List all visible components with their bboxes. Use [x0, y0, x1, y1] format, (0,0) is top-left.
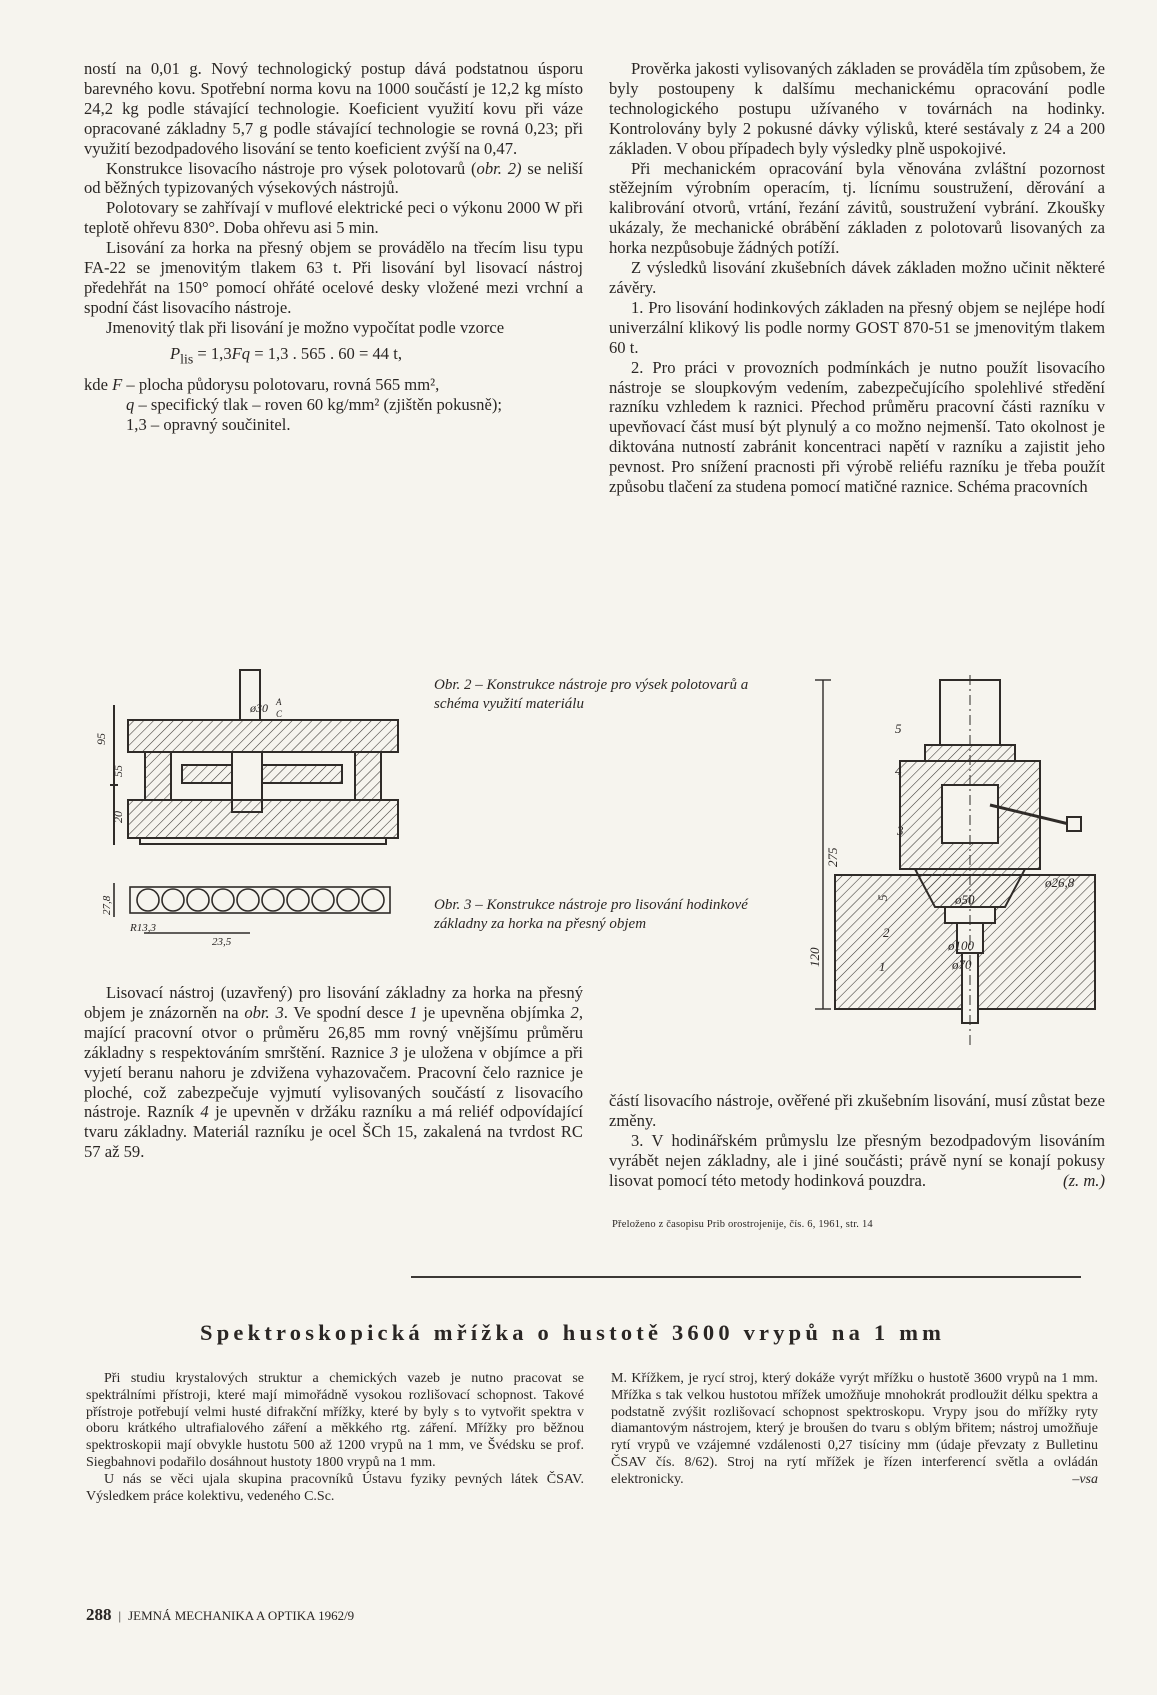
part-reference: 1	[409, 1002, 418, 1022]
dimension-label: 55	[111, 765, 125, 777]
text-span: je uložena v objímce a při vyjetí beranu nahoru je zdvižena vyhazovačem. Pracovní čelo raznice je ploché, což zabezpečuje vyjmutí vylisovaných součástí z lisovacího nástroje. Razník	[84, 1042, 583, 1122]
part-number: 1	[879, 959, 886, 974]
variable-definitions	[84, 375, 583, 435]
figure-3-caption: Obr. 3 – Konstrukce nástroje pro lisování hodinkové základny za horka na přesný objem	[434, 897, 748, 932]
definition-row	[84, 395, 583, 415]
formula-symbol: P	[170, 343, 181, 363]
figure-3-drawing	[805, 675, 1105, 1055]
text-span: Konstrukce lisovacího nástroje pro výsek polotovarů (	[106, 158, 477, 178]
footer-separator: |	[118, 1608, 122, 1623]
page-footer	[86, 1605, 354, 1625]
part-reference: 2	[570, 1002, 579, 1022]
text-span: kde	[84, 374, 113, 394]
figure-2-drawing	[94, 665, 430, 955]
dimension-label: ø30	[250, 701, 268, 715]
definition-row	[84, 375, 583, 395]
variable: q	[126, 394, 135, 414]
paragraph	[84, 159, 583, 199]
article-title: Spektroskopická mřížka o hustotě 3600 vrypů na 1 mm	[200, 1320, 946, 1345]
section-divider	[411, 1276, 1081, 1278]
text-span: je upevněna objímka	[417, 1002, 571, 1022]
part-number: 3	[897, 823, 904, 838]
part-number: 4	[895, 763, 902, 778]
text-span: – specifický tlak – roven 60 kg/mm² (zjištěn pokusně);	[134, 394, 502, 414]
article-left-column	[86, 1371, 584, 1505]
text-span: – plocha půdorysu polotovaru, rovná 565 mm²,	[122, 374, 440, 394]
paragraph: Polotovary se zahřívají v muflové elektrické peci o výkonu 2000 W při teplotě ohřevu 830°. Doba ohřevu asi 5 min.	[84, 198, 583, 238]
right-column	[609, 59, 1105, 497]
text-span: , mající pracovní otvor o průměru 26,85 mm rovný vnějšímu průměru základny s respektováním smrštění. Raznice	[84, 1002, 583, 1062]
text-span: Lisovací nástroj (uzavřený) pro lisování základny za horka na přesný objem je znázorněn na	[84, 983, 583, 1022]
text-span: . Ve spodní desce	[283, 1002, 410, 1022]
left-column	[84, 59, 583, 435]
formula	[170, 344, 583, 369]
part-number: 5	[895, 721, 902, 736]
dimension-label: ø50	[955, 892, 975, 907]
paragraph: Při mechanickém opracování byla věnována zvláštní pozornost stěžejním výrobním operacím, tj. lícnímu soustružení, děrování a kalibrování otvorů, vrtání, řezání závitů, soustružení vybrání. Zkoušky ukázaly, že mechanické obrábění základen z polotovarů lisovaných za horka nezpůsobuje žádných potíží.	[609, 158, 1105, 258]
dimension-label: ø70	[952, 957, 972, 972]
source-note: Přeloženo z časopisu Prib orostrojenije, čís. 6, 1961, str. 14	[612, 1219, 873, 1230]
formula-text: = 1,3	[193, 343, 232, 363]
dimension-label: ø100	[948, 938, 974, 953]
figure-reference: obr. 3	[244, 1002, 284, 1022]
paragraph: Při studiu krystalových struktur a chemických vazeb je nutno pracovat se spektrálními přístroji, které mají mimořádně vysokou rozlišovací schopnost. Takové přístroje potřebují velmi husté difrakční mřížky, které by byly s to vytvořit spektra v oboru krátkého ultrafialového záření a měkkého rtg. záření. Mřížky pro běžnou spektroskopii mají obvykle hustotu 500 až 1200 vrypů na 1 mm, ve Švédsku se prof. Siegbahnovi podařilo dosáhnout hustoty 1800 vrypů na 1 mm.	[86, 1371, 584, 1470]
part-reference: 3	[389, 1042, 399, 1062]
dimension-label: 5	[875, 894, 890, 901]
dimension-label: 120	[807, 947, 822, 967]
journal-name: JEMNÁ MECHANIKA A OPTIKA 1962/9	[128, 1608, 355, 1623]
author-signature: –vsa	[1072, 1471, 1098, 1487]
dimension-label: 20	[111, 811, 125, 823]
paragraph: Prověrka jakosti vylisovaných základen se prováděla tím způsobem, že byly postoupeny k dalšímu mechanickému opracování podle technologického postupu užívaného v továrnách na hodinky. Kontrolovány byly 2 pokusné dávky výlisků, které sestávaly z 24 a 200 základen. V obou případech byly výsledky plně uspokojivé.	[609, 59, 1105, 158]
right-column-lower	[609, 1091, 1105, 1190]
formula-subscript: lis	[180, 351, 194, 366]
fit-label: A	[276, 697, 282, 707]
dimension-label: 27,8	[101, 895, 113, 915]
author-initials: (z. m.)	[1063, 1170, 1105, 1190]
dimension-label: 23,5	[212, 936, 232, 948]
figure-2-caption: Obr. 2 – Konstrukce nástroje pro výsek polotovarů a schéma využití materiálu	[434, 677, 749, 712]
paragraph: M. Křížkem, je rycí stroj, který dokáže vyrýt mřížku o hustotě 3600 vrypů na 1 mm. Mřížka s tak velkou hustotou mřížek umožňuje mnohokrát prodloužit délku spektra a podstatně zvýšit rozlišovací schopnost spektroskopu. Vrypy jsou do mřížky ryty diamantovým nástrojem, který je broušen do tvaru s oblým břitem; nástroj umožňuje rytí vrypů ve vzájemné vzdálenosti 0,27 tisíciny mm (údaje převzaty z Bulletinu ČSAV čís. 8/62). Stroj na rytí mřížek je řízen interferencí světla a ovládán elektronicky.	[611, 1371, 1098, 1487]
variable: F	[112, 374, 123, 394]
paragraph: Lisování za horka na přesný objem se provádělo na třecím lisu typu FA-22 se jmenovitým tlakem 63 t. Při lisování byl lisovací nástroj předehřát na 150° pomocí ohřáté ocelové desky vložené mezi vrchní a spodní část lisovacího nástroje.	[84, 238, 583, 317]
dimension-label: 275	[825, 847, 840, 867]
formula-symbol: Fq	[231, 343, 251, 363]
paragraph: 3. V hodinářském průmyslu lze přesným bezodpadovým lisováním vyrábět nejen základny, ale i jiné součásti; právě nyní se konají pokusy lisovat pomocí této metody hodinková pouzdra.	[609, 1130, 1105, 1190]
formula-text: = 1,3 . 565 . 60 = 44 t,	[250, 343, 402, 363]
paragraph: 2. Pro práci v provozních podmínkách je nutno použít lisovacího nástroje se sloupkovým vedením, zabezpečujícího spolehlivé středění razníku vzhledem k raznici. Přechod průměru pracovní části razníku v upevňovací část musí být plynulý a co možno nejmenší. Tato okolnost je diktována nutností zabránit koncentraci napětí v razníku a zajistit jeho pevnost. Pro snížení pracnosti při výrobě reliéfu razníku je třeba použít způsobu tlačení za studena pomocí matičné raznice. Schéma pracovních	[609, 357, 1105, 497]
definition-row: 1,3 – opravný součinitel.	[126, 414, 291, 434]
part-number: 2	[883, 925, 890, 940]
text-span: je upevněn v držáku razníku a má reliéf odpovídající tvaru základny. Materiál razníku je ocel ŠCh 15, zakalená na tvrdost RC 57 až 59.	[84, 1102, 583, 1162]
article-right-column	[611, 1371, 1098, 1488]
left-column-lower	[84, 983, 583, 1162]
paragraph	[84, 983, 583, 1162]
paragraph: ností na 0,01 g. Nový technologický postup dává podstatnou úsporu barevného kovu. Spotřební norma kovu na 1000 součástí je 12,2 kg místo 24,2 kg podle stávající technologie. Koeficient využití kovu při váze opracované základny 5,7 g podle stávající technologie se rovná 0,23; při využití bezodpadového lisování se tento koeficient zvýší na 0,47.	[84, 59, 583, 158]
paragraph: částí lisovacího nástroje, ověřené při zkušebním lisování, musí zůstat beze změny.	[609, 1091, 1105, 1130]
dimension-label: R13,3	[130, 922, 156, 934]
paragraph: Jmenovitý tlak při lisování je možno vypočítat podle vzorce	[106, 317, 505, 337]
dimension-label: 95	[94, 733, 108, 745]
paragraph: U nás se věci ujala skupina pracovníků Ústavu fyziky pevných látek ČSAV. Výsledkem práce kolektivu, vedeného C.Sc.	[86, 1471, 584, 1504]
paragraph: Z výsledků lisování zkušebních dávek základen možno učinit některé závěry.	[609, 258, 1105, 297]
fit-label: C	[276, 709, 283, 719]
paragraph: 1. Pro lisování hodinkových základen na přesný objem se nejlépe hodí univerzální klikový lis podle normy GOST 870-51 se jmenovitým tlakem 60 t.	[609, 297, 1105, 357]
page-number: 288	[86, 1605, 112, 1624]
part-reference: 4	[200, 1102, 209, 1122]
text-span: se neliší od běžných typizovaných výsekových nástrojů.	[84, 158, 583, 198]
dimension-label: ø26,8	[1045, 875, 1075, 890]
figure-reference: obr. 2)	[476, 158, 522, 178]
